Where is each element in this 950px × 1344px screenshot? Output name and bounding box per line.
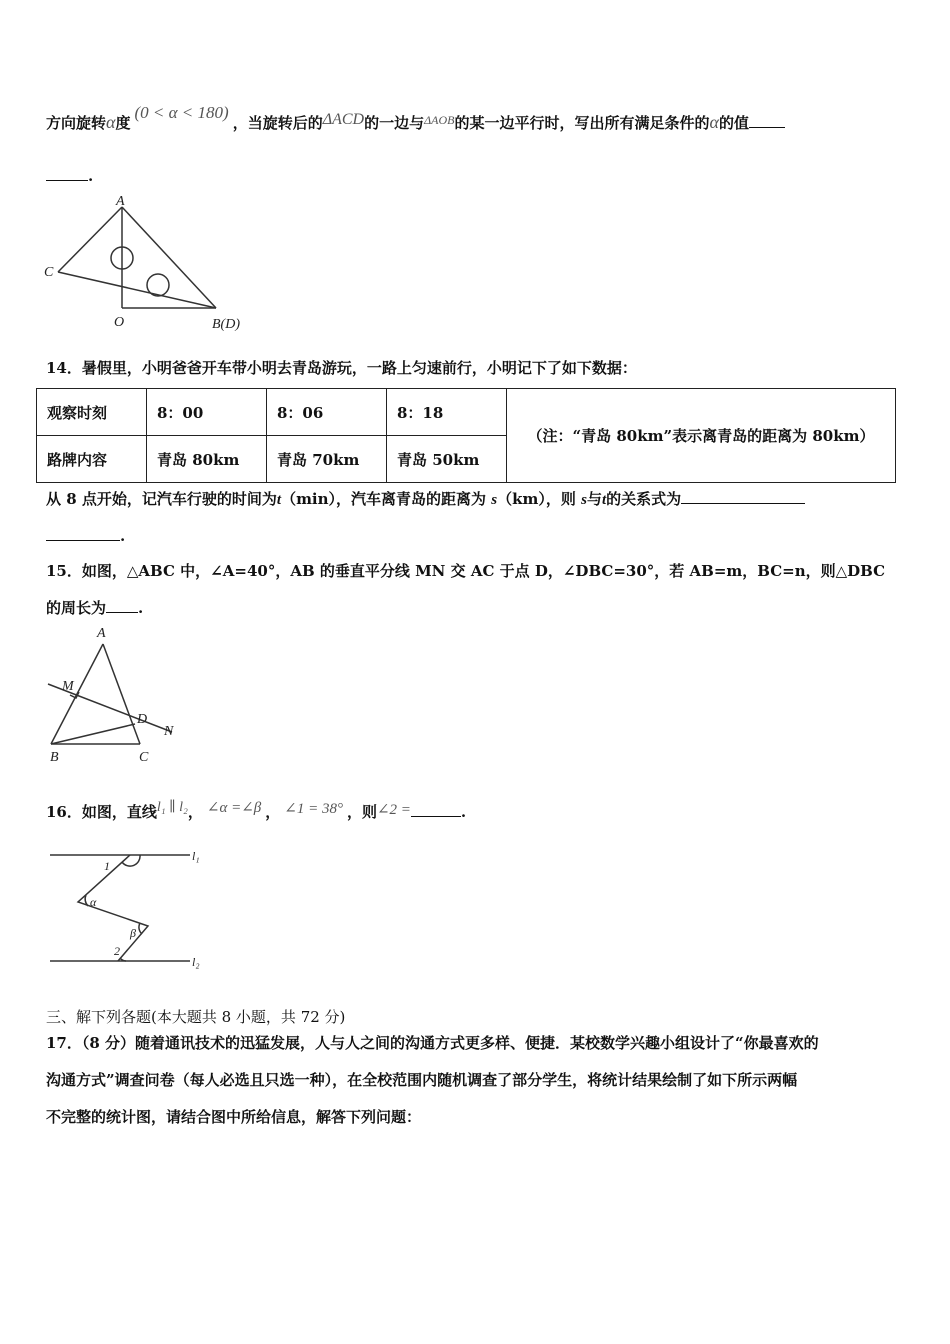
q16-label-l1: l₁ bbox=[192, 849, 200, 863]
q13-range: (0 < α < 180) bbox=[134, 103, 229, 122]
table-cell: 8：18 bbox=[387, 389, 507, 436]
q14-after-a: 从 8 点开始，记汽车行驶的时间为 bbox=[46, 490, 277, 508]
q14-end: . bbox=[120, 527, 126, 545]
q13-label-c: C bbox=[44, 265, 54, 280]
q17-text-1: 17．（8 分）随着通讯技术的迅猛发展，人与人之间的沟通方式更多样、便捷．某校数学兴趣小组设计了“你最喜欢的 bbox=[46, 1034, 819, 1052]
q15-figure bbox=[40, 624, 190, 766]
q13-tri1: ΔACD bbox=[322, 111, 365, 128]
q16-zigzag bbox=[78, 855, 148, 961]
table-cell: 青岛 50km bbox=[387, 436, 507, 483]
q16-comma2: ， bbox=[265, 803, 281, 821]
q16-label-1: 1 bbox=[104, 859, 110, 873]
q14-after-b: （min），汽车离青岛的距离为 bbox=[281, 490, 487, 508]
q16-parallel: l₁ ∥ l₂ bbox=[156, 800, 188, 815]
q14-table bbox=[36, 388, 896, 483]
q16-figure bbox=[44, 842, 214, 972]
q13-alpha-2: α bbox=[709, 112, 719, 132]
q15-text-1: 15．如图，△ABC 中，∠A=40°，AB 的垂直平分线 MN 交 AC 于点 D，∠DBC=30°，若 AB=m，BC=n，则△DBC bbox=[46, 562, 886, 580]
q16-label-l2: l₂ bbox=[192, 955, 200, 969]
q14-text: 14．暑假里，小明爸爸开车带小明去青岛游玩，一路上匀速前行，小明记下了如下数据： bbox=[46, 359, 637, 377]
q15-segment-bd bbox=[51, 724, 135, 744]
q16-arc-beta bbox=[139, 923, 142, 934]
q17-text-3: 不完整的统计图，请结合图中所给信息，解答下列问题： bbox=[46, 1108, 422, 1126]
q16-mid: ，则 bbox=[346, 803, 377, 821]
q13-text-part2: ，当旋转后的 bbox=[232, 114, 323, 132]
q13-text-part5: 的值 bbox=[718, 114, 749, 132]
q14-after-d: 与 bbox=[586, 490, 602, 508]
q14-table-note: （注：“青岛 80km”表示离青岛的距离为 80km） bbox=[507, 389, 896, 483]
table-cell: 青岛 80km bbox=[147, 436, 267, 483]
q16-comma1: ， bbox=[187, 803, 203, 821]
q14-var-s-2: s bbox=[581, 492, 587, 508]
q15-label-b: B bbox=[50, 750, 59, 765]
q16-label-beta: β bbox=[130, 926, 136, 940]
q15-label-m: M bbox=[62, 679, 74, 694]
table-cell: 路牌内容 bbox=[37, 436, 147, 483]
q13-text-part1: 方向旋转 bbox=[46, 114, 107, 132]
q17-text-2: 沟通方式”调查问卷（每人必选且只选一种），在全校范围内随机调查了部分学生，将统计结果绘制了如下所示两幅 bbox=[46, 1071, 798, 1089]
q17-line1 bbox=[46, 1032, 819, 1053]
q15-label-n: N bbox=[164, 724, 174, 739]
q14-answer-blank-b bbox=[46, 526, 120, 541]
q13-alpha: α bbox=[106, 112, 116, 132]
q13-text-part3: 的一边与 bbox=[364, 114, 425, 132]
q14-after-c: （km），则 bbox=[497, 490, 576, 508]
q13-label-a: A bbox=[116, 194, 125, 209]
q13-figure bbox=[40, 192, 255, 332]
q14-stem bbox=[46, 357, 637, 378]
q16-line bbox=[46, 801, 466, 822]
q16-angle1: ∠1 = 38° bbox=[284, 801, 343, 817]
q15-label-d: D bbox=[137, 712, 148, 727]
q13-line2 bbox=[46, 166, 93, 185]
q16-label-alpha: α bbox=[90, 895, 97, 909]
q15-text-2: 的周长为 bbox=[46, 599, 107, 617]
q13-segment-ab bbox=[122, 207, 216, 308]
q17-line2 bbox=[46, 1069, 797, 1090]
q13-line1 bbox=[46, 103, 785, 133]
q16-label-2: 2 bbox=[114, 944, 120, 958]
q15-segment-ab bbox=[51, 644, 103, 744]
q15-end: . bbox=[138, 599, 144, 617]
q14-var-s: s bbox=[491, 492, 498, 508]
q14-var-t-2: t bbox=[601, 492, 607, 508]
q14-answer-line2 bbox=[46, 526, 125, 545]
section3-title bbox=[46, 1006, 345, 1027]
table-cell: 8：00 bbox=[147, 389, 267, 436]
table-row bbox=[37, 389, 896, 436]
q15-line1 bbox=[46, 560, 885, 581]
q15-label-c: C bbox=[139, 750, 149, 765]
q13-label-o: O bbox=[114, 315, 125, 330]
q17-line3 bbox=[46, 1106, 421, 1127]
q16-end: . bbox=[460, 803, 467, 821]
q13-answer-blank-b bbox=[46, 166, 88, 181]
q15-line2 bbox=[46, 597, 143, 618]
q13-text-part4: 的某一边平行时，写出所有满足条件的 bbox=[454, 114, 710, 132]
q13-label-b: B(D) bbox=[212, 317, 240, 332]
q16-prefix: 16．如图，直线 bbox=[46, 803, 157, 821]
table-cell: 青岛 70km bbox=[267, 436, 387, 483]
q13-tri2: ΔAOB bbox=[424, 113, 455, 127]
table-cell: 观察时刻 bbox=[37, 389, 147, 436]
q13-circle-2 bbox=[147, 274, 169, 296]
q14-follow-up bbox=[46, 488, 805, 509]
q13-answer-blank-a bbox=[749, 113, 785, 128]
table-cell: 8：06 bbox=[267, 389, 387, 436]
q13-deg: 度 bbox=[115, 114, 131, 132]
q15-answer-blank bbox=[106, 598, 138, 613]
q14-after-e: 的关系式为 bbox=[606, 490, 682, 508]
q15-label-a: A bbox=[97, 626, 106, 641]
q15-segment-ac bbox=[103, 644, 140, 744]
q16-angles-eq: ∠α =∠β bbox=[206, 800, 262, 816]
q13-end: . bbox=[88, 167, 94, 185]
q16-angle2: ∠2 = bbox=[376, 802, 411, 818]
section3-title-text: 三、解下列各题(本大题共 8 小题，共 72 分) bbox=[46, 1008, 346, 1026]
q14-answer-blank-a bbox=[681, 489, 805, 504]
q14-var-t: t bbox=[276, 492, 282, 508]
q16-answer-blank bbox=[411, 802, 461, 817]
q13-segment-cd bbox=[58, 272, 216, 308]
